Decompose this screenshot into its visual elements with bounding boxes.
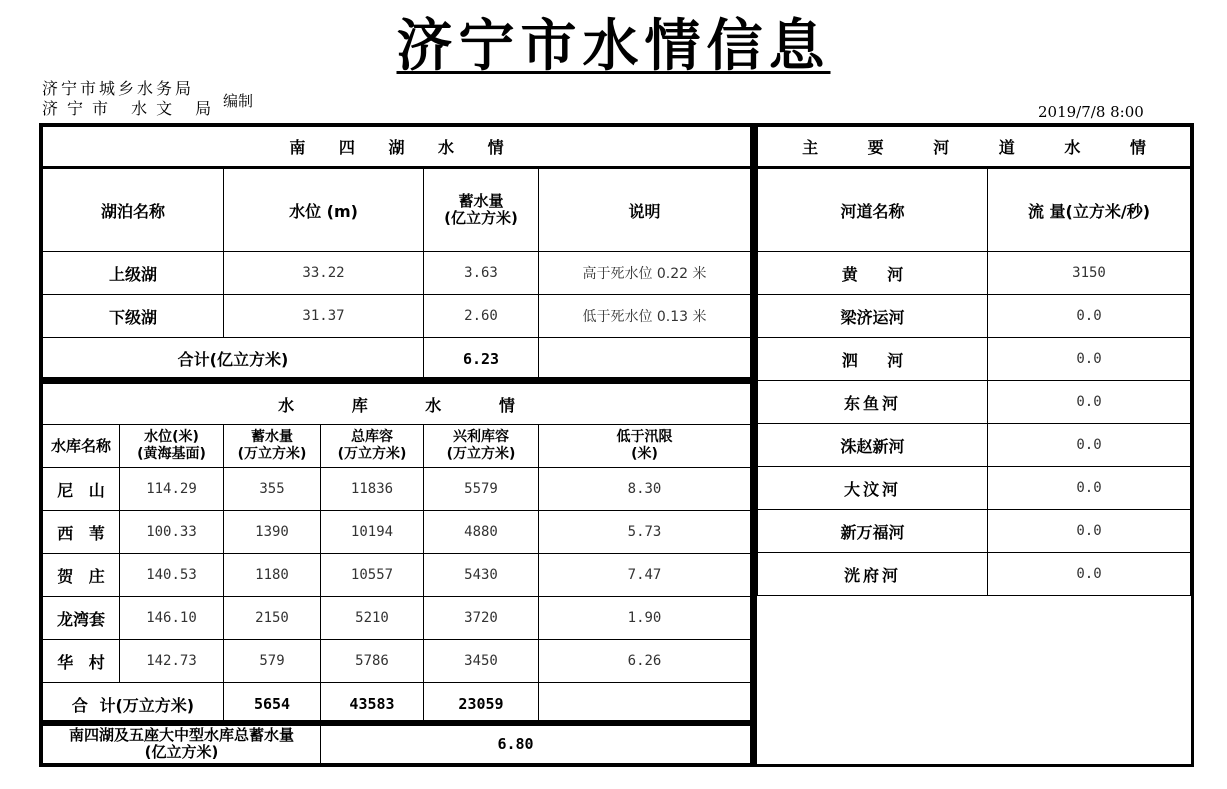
table-row	[758, 553, 1191, 596]
river-flow: 0.0	[988, 295, 1191, 338]
table-row	[43, 554, 751, 597]
reservoir-capacity: 11836	[321, 468, 424, 511]
reservoir-capacity: 10557	[321, 554, 424, 597]
lake-note: 高于死水位 0.22 米	[539, 252, 751, 295]
reservoir-name: 贺 庄	[43, 554, 120, 597]
reservoir-below: 6.26	[539, 640, 751, 683]
reservoir-capacity: 10194	[321, 511, 424, 554]
river-name: 泗 河	[758, 338, 988, 381]
reservoir-capacity: 5786	[321, 640, 424, 683]
reservoir-header-level: 水位(米) (黄海基面)	[120, 425, 224, 468]
report-datetime: 2019/7/8 8:00	[1038, 103, 1144, 121]
reservoir-useful: 4880	[424, 511, 539, 554]
river-flow: 0.0	[988, 381, 1191, 424]
river-flow: 3150	[988, 252, 1191, 295]
table-row	[43, 511, 751, 554]
lake-name: 上级湖	[43, 252, 224, 295]
reservoir-below: 5.73	[539, 511, 751, 554]
reservoir-level: 140.53	[120, 554, 224, 597]
reservoir-name: 龙湾套	[43, 597, 120, 640]
river-flow: 0.0	[988, 338, 1191, 381]
table-row	[758, 381, 1191, 424]
lake-header-storage: 蓄水量 (亿立方米)	[424, 168, 539, 252]
reservoir-useful: 5430	[424, 554, 539, 597]
table-row	[43, 252, 751, 295]
reservoir-table	[39, 380, 754, 723]
lake-section-title: 南 四 湖 水 情	[43, 127, 751, 168]
reservoir-storage: 1180	[224, 554, 321, 597]
reservoir-useful: 5579	[424, 468, 539, 511]
river-header-flow: 流 量(立方米/秒)	[988, 168, 1191, 252]
table-row	[43, 640, 751, 683]
grand-total-table	[39, 721, 754, 767]
river-name: 东鱼河	[758, 381, 988, 424]
lake-name: 下级湖	[43, 295, 224, 338]
lake-header-level: 水位 (m)	[224, 168, 424, 252]
table-row	[758, 467, 1191, 510]
reservoir-total-capacity: 43583	[321, 683, 424, 726]
reservoir-capacity: 5210	[321, 597, 424, 640]
river-header-name: 河道名称	[758, 168, 988, 252]
lake-header-name: 湖泊名称	[43, 168, 224, 252]
lake-table	[39, 123, 754, 380]
reservoir-storage: 2150	[224, 597, 321, 640]
reservoir-total-storage: 5654	[224, 683, 321, 726]
lake-level: 31.37	[224, 295, 424, 338]
table-row	[43, 295, 751, 338]
river-table	[754, 123, 1194, 767]
reservoir-header-useful: 兴利库容 (万立方米)	[424, 425, 539, 468]
table-row	[758, 295, 1191, 338]
reservoir-level: 146.10	[120, 597, 224, 640]
table-row	[43, 597, 751, 640]
reservoir-section-title: 水 库 水 情	[43, 384, 751, 425]
river-flow: 0.0	[988, 467, 1191, 510]
river-name: 黄 河	[758, 252, 988, 295]
reservoir-total-empty	[539, 683, 751, 726]
table-row	[758, 338, 1191, 381]
lake-header-note: 说明	[539, 168, 751, 252]
lake-storage: 2.60	[424, 295, 539, 338]
river-flow: 0.0	[988, 553, 1191, 596]
river-name: 洸府河	[758, 553, 988, 596]
compiled-label: 编制	[223, 92, 254, 110]
reservoir-useful: 3450	[424, 640, 539, 683]
lake-total-storage: 6.23	[424, 338, 539, 380]
reservoir-level: 142.73	[120, 640, 224, 683]
reservoir-level: 114.29	[120, 468, 224, 511]
reservoir-level: 100.33	[120, 511, 224, 554]
page-title: 济宁市水情信息	[396, 13, 831, 79]
reservoir-total-useful: 23059	[424, 683, 539, 726]
lake-total-empty	[539, 338, 751, 380]
reservoir-storage: 1390	[224, 511, 321, 554]
reservoir-name: 西 苇	[43, 511, 120, 554]
grand-total-label: 南四湖及五座大中型水库总蓄水量 (亿立方米)	[43, 725, 321, 764]
grand-total-value: 6.80	[321, 725, 751, 764]
river-name: 洙赵新河	[758, 424, 988, 467]
table-row	[43, 683, 751, 726]
table-row	[758, 510, 1191, 553]
reservoir-name: 华 村	[43, 640, 120, 683]
lake-storage: 3.63	[424, 252, 539, 295]
reservoir-name: 尼 山	[43, 468, 120, 511]
lake-total-label: 合计(亿立方米)	[43, 338, 424, 380]
reservoir-header-storage: 蓄水量 (万立方米)	[224, 425, 321, 468]
reservoir-useful: 3720	[424, 597, 539, 640]
reservoir-header-capacity: 总库容 (万立方米)	[321, 425, 424, 468]
river-flow: 0.0	[988, 510, 1191, 553]
table-row	[758, 424, 1191, 467]
river-section-title: 主 要 河 道 水 情	[758, 127, 1191, 168]
table-row	[43, 338, 751, 380]
org-line-1: 济宁市城乡水务局	[42, 79, 195, 98]
lake-note: 低于死水位 0.13 米	[539, 295, 751, 338]
river-flow: 0.0	[988, 424, 1191, 467]
reservoir-below: 8.30	[539, 468, 751, 511]
river-name: 大汶河	[758, 467, 988, 510]
table-row	[43, 468, 751, 511]
reservoir-storage: 579	[224, 640, 321, 683]
reservoir-storage: 355	[224, 468, 321, 511]
reservoir-below: 1.90	[539, 597, 751, 640]
org-line-2: 济宁市 水文 局	[42, 99, 221, 118]
reservoir-below: 7.47	[539, 554, 751, 597]
reservoir-total-label: 合 计(万立方米)	[43, 683, 224, 726]
reservoir-header-name: 水库名称	[43, 425, 120, 468]
river-name: 梁济运河	[758, 295, 988, 338]
river-name: 新万福河	[758, 510, 988, 553]
reservoir-header-below: 低于汛限 (米)	[539, 425, 751, 468]
table-row	[758, 252, 1191, 295]
lake-level: 33.22	[224, 252, 424, 295]
